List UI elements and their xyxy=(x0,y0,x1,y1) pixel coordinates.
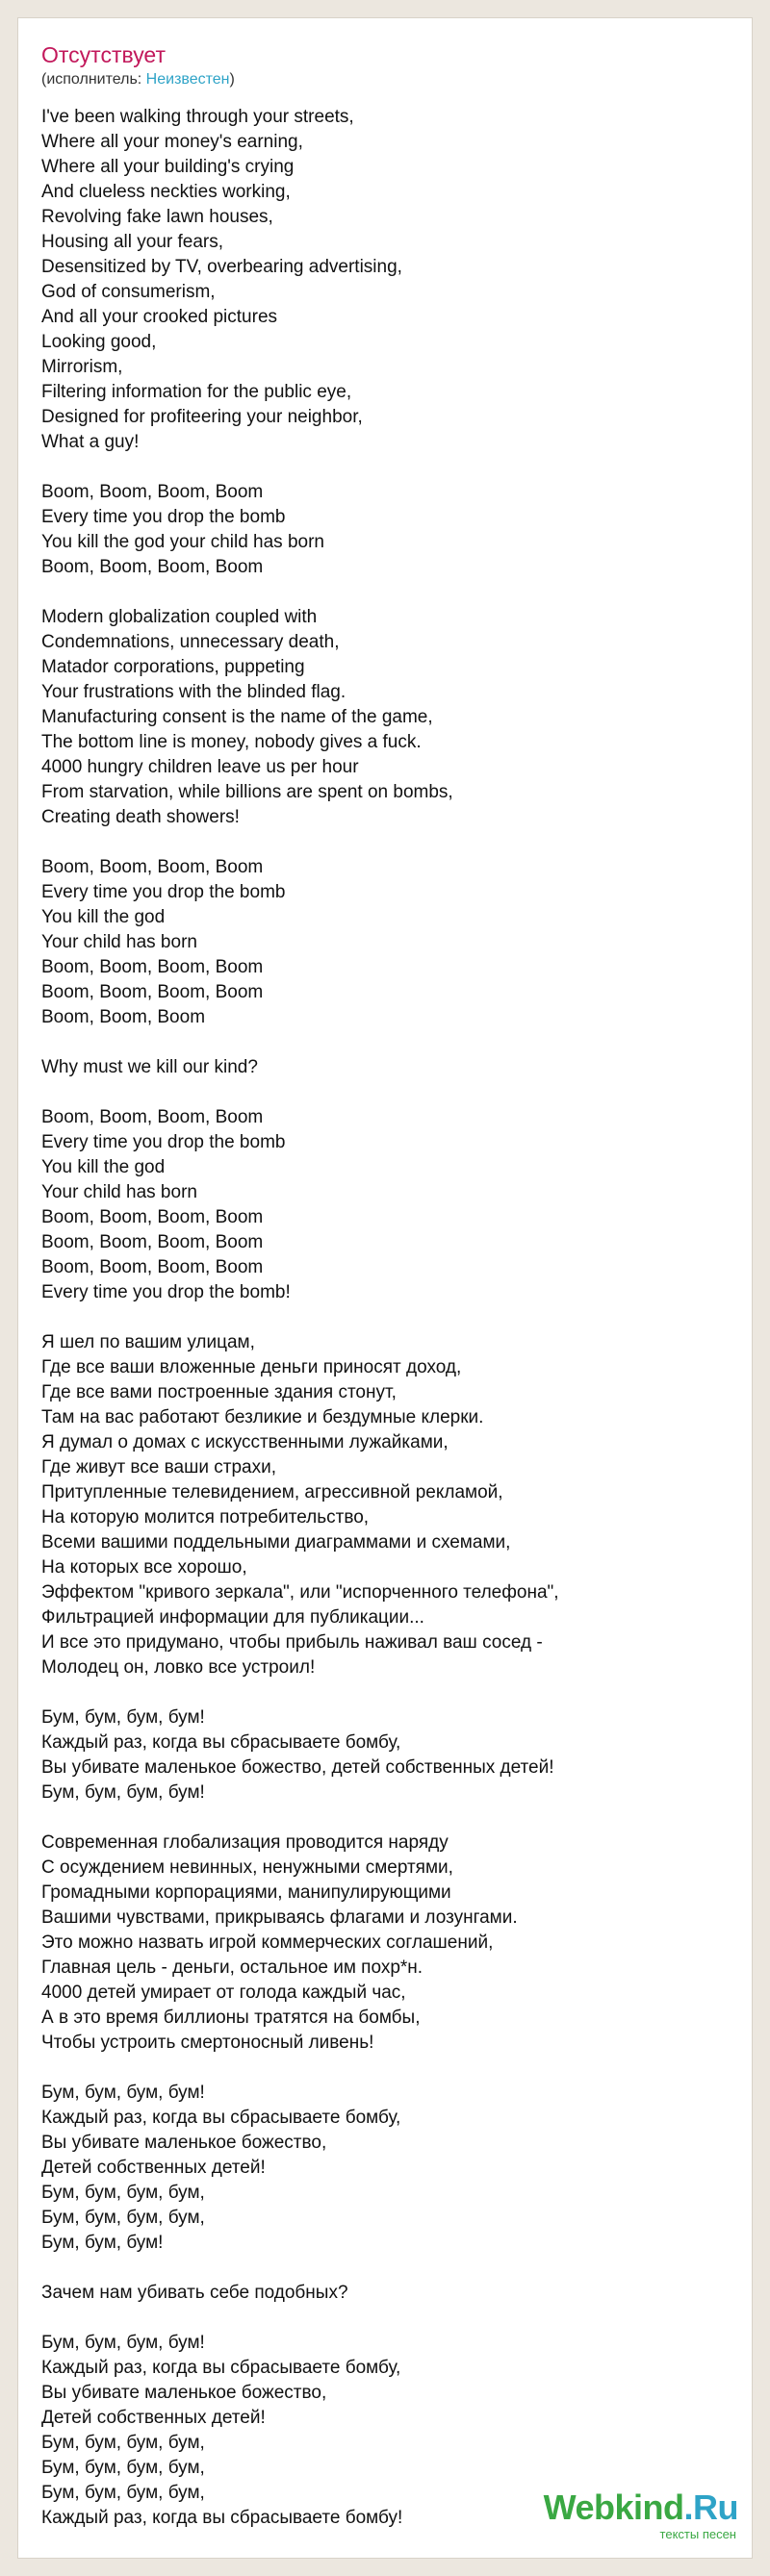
lyric-line: Фильтрацией информации для публикации... xyxy=(41,1607,424,1628)
stanza-gap xyxy=(41,2056,736,2081)
lyric-line: You kill the god xyxy=(41,1157,166,1177)
lyric-line: Mirrorism, xyxy=(41,357,123,377)
lyric-line: Детей собственных детей! xyxy=(41,2408,266,2428)
lyric-line: Looking good, xyxy=(41,332,157,352)
lyric-line: Your frustrations with the blinded flag. xyxy=(41,682,346,702)
lyric-line: 4000 детей умирает от голода каждый час, xyxy=(41,1983,406,2003)
lyric-line: Designed for profiteering your neighbor, xyxy=(41,407,363,427)
stanza-gap xyxy=(41,1080,736,1105)
lyric-line: Бум, бум, бум, бум! xyxy=(41,2333,205,2353)
lyric-line: Громадными корпорациями, манипулирующими xyxy=(41,1882,451,1903)
lyric-line: Вашими чувствами, прикрываясь флагами и лозунгами. xyxy=(41,1907,518,1928)
lyric-line: С осуждением невинных, ненужными смертями, xyxy=(41,1857,453,1878)
lyric-line: Детей собственных детей! xyxy=(41,2158,266,2178)
stanza-gap xyxy=(41,2306,736,2331)
lyric-line: Boom, Boom, Boom xyxy=(41,1007,206,1027)
lyric-line: Every time you drop the bomb! xyxy=(41,1282,291,1302)
lyric-line: Бум, бум, бум, бум, xyxy=(41,2483,205,2503)
site-logo[interactable] xyxy=(543,2488,738,2548)
lyric-line: Где живут все ваши страхи, xyxy=(41,1457,276,1477)
lyric-line: Молодец он, ловко все устроил! xyxy=(41,1657,316,1678)
lyric-line: Every time you drop the bomb xyxy=(41,1132,286,1152)
lyric-line: Главная цель - деньги, остальное им похр*н. xyxy=(41,1957,424,1978)
stanza-gap xyxy=(41,2256,736,2281)
site-logo-tld: .Ru xyxy=(683,2488,738,2527)
lyric-line: Your child has born xyxy=(41,1182,197,1202)
lyric-line: Matador corporations, puppeting xyxy=(41,657,305,677)
lyric-line: 4000 hungry children leave us per hour xyxy=(41,757,359,777)
lyric-line: И все это придумано, чтобы прибыль наживал ваш сосед - xyxy=(41,1632,543,1653)
song-title: Отсутствует xyxy=(41,42,166,67)
lyric-line: Там на вас работают безликие и бездумные клерки. xyxy=(41,1407,484,1427)
lyric-line: Зачем нам убивать себе подобных? xyxy=(41,2283,348,2303)
lyric-line: Creating death showers! xyxy=(41,807,240,827)
lyric-line: Your child has born xyxy=(41,932,197,952)
stanza-gap xyxy=(41,455,736,480)
lyric-line: Filtering information for the public eye, xyxy=(41,382,352,402)
lyric-line: God of consumerism, xyxy=(41,282,216,302)
lyric-line: Бум, бум, бум, бум, xyxy=(41,2208,205,2228)
lyric-line: Каждый раз, когда вы сбрасываете бомбу, xyxy=(41,2108,401,2128)
lyrics-card xyxy=(17,17,753,2559)
lyric-line: Бум, бум, бум, бум! xyxy=(41,1782,205,1803)
lyric-line: Бум, бум, бум, бум, xyxy=(41,2433,205,2453)
lyric-line: Revolving fake lawn houses, xyxy=(41,207,273,227)
lyric-line: Бум, бум, бум, бум, xyxy=(41,2458,205,2478)
lyric-line: And clueless neckties working, xyxy=(41,182,291,202)
lyric-line: Где все вами построенные здания стонут, xyxy=(41,1382,397,1402)
lyric-line: Это можно назвать игрой коммерческих соглашений, xyxy=(41,1932,494,1953)
lyric-line: Boom, Boom, Boom, Boom xyxy=(41,482,264,502)
lyric-line: You kill the god your child has born xyxy=(41,532,324,552)
lyric-line: Я шел по вашим улицам, xyxy=(41,1332,255,1352)
site-logo-name xyxy=(544,2488,738,2527)
lyric-line: Эффектом "кривого зеркала", или "испорченного телефона", xyxy=(41,1582,559,1603)
lyric-line: Where all your building's crying xyxy=(41,157,295,177)
artist-suffix: ) xyxy=(229,71,235,88)
lyric-line: На которую молится потребительство, xyxy=(41,1507,370,1528)
lyric-line: Boom, Boom, Boom, Boom xyxy=(41,1257,264,1277)
lyric-line: Бум, бум, бум! xyxy=(41,2233,164,2253)
lyric-line: Где все ваши вложенные деньги приносят доход, xyxy=(41,1357,462,1377)
lyric-line: Boom, Boom, Boom, Boom xyxy=(41,1207,264,1227)
lyric-line: Каждый раз, когда вы сбрасываете бомбу, xyxy=(41,1732,401,1753)
site-logo-subtitle: тексты песен xyxy=(659,2527,736,2541)
lyric-line: Every time you drop the bomb xyxy=(41,882,286,902)
lyric-line: Вы убивате маленькое божество, xyxy=(41,2383,327,2403)
lyric-line: Where all your money's earning, xyxy=(41,132,303,152)
lyric-line: Каждый раз, когда вы сбрасываете бомбу, xyxy=(41,2358,401,2378)
lyric-line: Why must we kill our kind? xyxy=(41,1057,258,1077)
lyric-line: Boom, Boom, Boom, Boom xyxy=(41,982,264,1002)
lyric-line: I've been walking through your streets, xyxy=(41,107,354,127)
lyric-line: The bottom line is money, nobody gives a fuck. xyxy=(41,732,422,752)
lyric-line: Каждый раз, когда вы сбрасываете бомбу! xyxy=(41,2508,403,2528)
lyric-line: Every time you drop the bomb xyxy=(41,507,286,527)
lyric-line: Boom, Boom, Boom, Boom xyxy=(41,1107,264,1127)
stanza-gap xyxy=(41,1680,736,1705)
lyric-line: На которых все хорошо, xyxy=(41,1557,247,1578)
lyric-line: Desensitized by TV, overbearing advertising, xyxy=(41,257,402,277)
lyric-line: Притупленные телевидением, агрессивной рекламой, xyxy=(41,1482,503,1503)
lyric-line: Housing all your fears, xyxy=(41,232,224,252)
lyric-line: Boom, Boom, Boom, Boom xyxy=(41,857,264,877)
lyric-line: Boom, Boom, Boom, Boom xyxy=(41,957,264,977)
lyric-line: Вы убивате маленькое божество, xyxy=(41,2133,327,2153)
lyric-line: Чтобы устроить смертоносный ливень! xyxy=(41,2033,374,2053)
lyric-line: You kill the god xyxy=(41,907,166,927)
lyrics-text xyxy=(41,105,736,2531)
lyric-line: Бум, бум, бум, бум, xyxy=(41,2183,205,2203)
artist-prefix: (исполнитель: xyxy=(41,71,146,88)
lyric-line: Всеми вашими поддельными диаграммами и схемами, xyxy=(41,1532,511,1553)
lyric-line: А в это время биллионы тратятся на бомбы, xyxy=(41,2008,421,2028)
site-logo-main: Webkind xyxy=(543,2488,684,2527)
lyric-line: From starvation, while billions are spent on bombs, xyxy=(41,782,453,802)
artist-link[interactable]: Неизвестен xyxy=(145,71,230,88)
stanza-gap xyxy=(41,1806,736,1831)
lyric-line: Boom, Boom, Boom, Boom xyxy=(41,1232,264,1252)
lyric-line: Бум, бум, бум, бум! xyxy=(41,1707,205,1728)
lyric-line: Я думал о домах с искусственными лужайками, xyxy=(41,1432,449,1452)
stanza-gap xyxy=(41,830,736,855)
lyric-line: Boom, Boom, Boom, Boom xyxy=(41,557,264,577)
artist-line xyxy=(41,70,235,89)
lyric-line: Вы убивате маленькое божество, детей собственных детей! xyxy=(41,1757,554,1778)
stanza-gap xyxy=(41,1305,736,1330)
lyric-line: Бум, бум, бум, бум! xyxy=(41,2083,205,2103)
lyric-line: And all your crooked pictures xyxy=(41,307,278,327)
lyric-line: Condemnations, unnecessary death, xyxy=(41,632,340,652)
stanza-gap xyxy=(41,1030,736,1055)
stanza-gap xyxy=(41,580,736,605)
lyric-line: Modern globalization coupled with xyxy=(41,607,318,627)
lyric-line: Manufacturing consent is the name of the game, xyxy=(41,707,433,727)
lyric-line: What a guy! xyxy=(41,432,140,452)
lyric-line: Современная глобализация проводится наряду xyxy=(41,1832,449,1853)
